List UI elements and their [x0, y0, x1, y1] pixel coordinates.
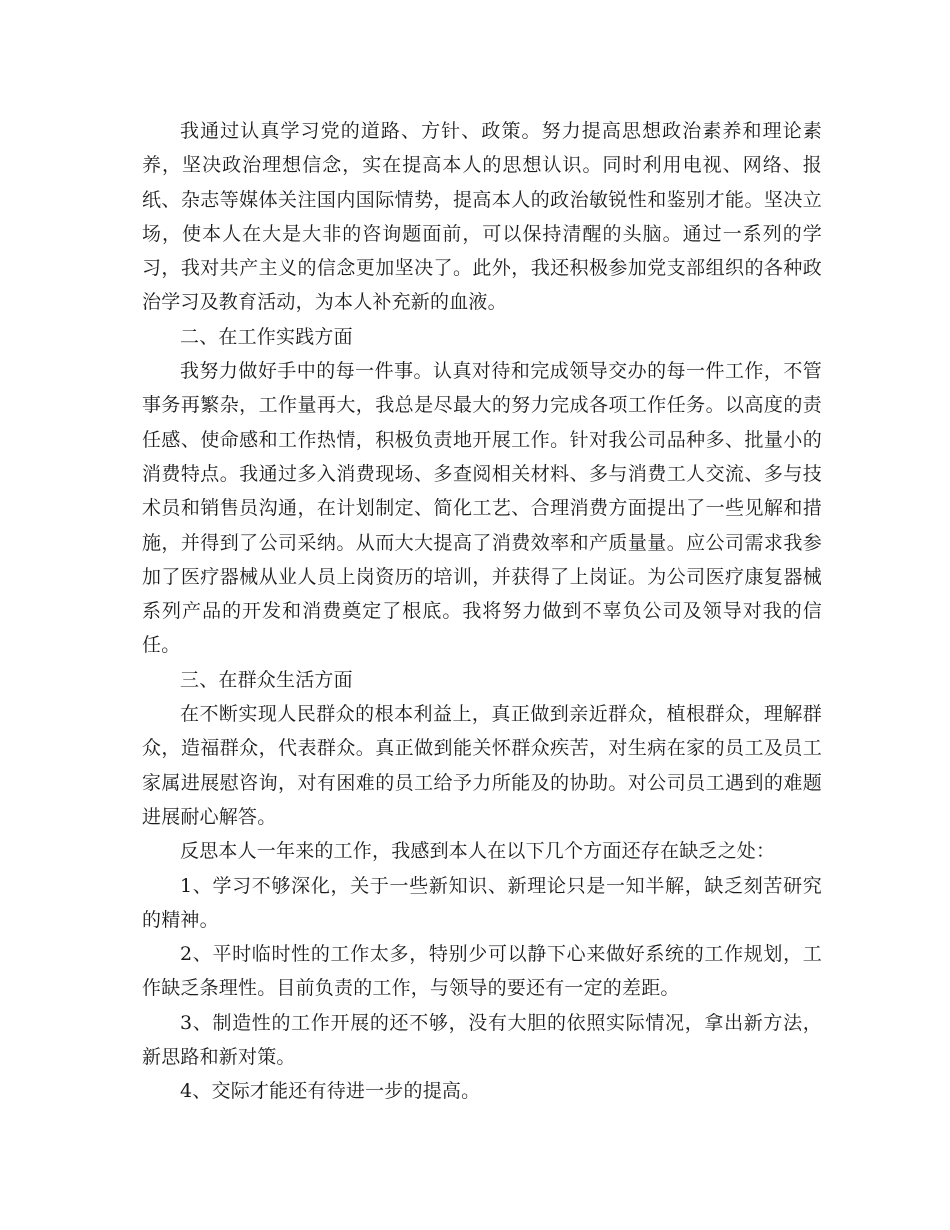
- list-item-shortcoming-4: 4、交际才能还有待进一步的提高。: [180, 1080, 481, 1103]
- list-item-shortcoming-2: 2、平时临时性的工作太多，特别少可以静下心来做好系统的工作规划，工作缺乏条理性。目前负责的工作，与领导的要还有一定的差距。: [142, 943, 822, 1000]
- list-item-shortcoming-1: 1、学习不够深化，关于一些新知识、新理论只是一知半解，缺乏刻苦研究的精神。: [142, 874, 822, 931]
- paragraph-work-practice: 我努力做好手中的每一件事。认真对待和完成领导交办的每一件工作，不管事务再繁杂，工作量再大，我总是尽最大的努力完成各项工作任务。以高度的责任感、使命感和工作热情，积极负责地开展工作。针对我公司品种多、批量小的消费特点。我通过多入消费现场、多查阅相关材料、多与消费工人交流、多与技术员和销售员沟通，在计划制定、简化工艺、合理消费方面提出了一些见解和措施，并得到了公司采纳。从而大大提高了消费效率和产质量量。应公司需求我参加了医疗器械从业人员上岗资历的培训，并获得了上岗证。为公司医疗康复器械系列产品的开发和消费奠定了根底。我将努力做到不辜负公司及领导对我的信任。: [142, 360, 822, 657]
- section-heading-work-practice: 二、在工作实践方面: [180, 325, 353, 348]
- paragraph-political-study: 我通过认真学习党的道路、方针、政策。努力提高思想政治素养和理论素养，坚决政治理想信念，实在提高本人的思想认识。同时利用电视、网络、报纸、杂志等媒体关注国内国际情势，提高本人的政治敏锐性和鉴别才能。坚决立场，使本人在大是大非的咨询题面前，可以保持清醒的头脑。通过一系列的学习，我对共产主义的信念更加坚决了。此外，我还积极参加党支部组织的各种政治学习及教育活动，为本人补充新的血液。: [142, 120, 822, 314]
- paragraph-mass-life: 在不断实现人民群众的根本利益上，真正做到亲近群众，植根群众，理解群众，造福群众，代表群众。真正做到能关怀群众疾苦，对生病在家的员工及员工家属进展慰咨询，对有困难的员工给予力所能及的协助。对公司员工遇到的难题进展耐心解答。: [142, 703, 822, 828]
- document-page: [142, 114, 822, 1109]
- list-item-shortcoming-3: 3、制造性的工作开展的还不够，没有大胆的依照实际情况，拿出新方法，新思路和新对策。: [142, 1011, 822, 1069]
- section-heading-mass-life: 三、在群众生活方面: [180, 668, 353, 691]
- paragraph-reflection-intro: 反思本人一年来的工作，我感到本人在以下几个方面还存在缺乏之处：: [180, 840, 776, 863]
